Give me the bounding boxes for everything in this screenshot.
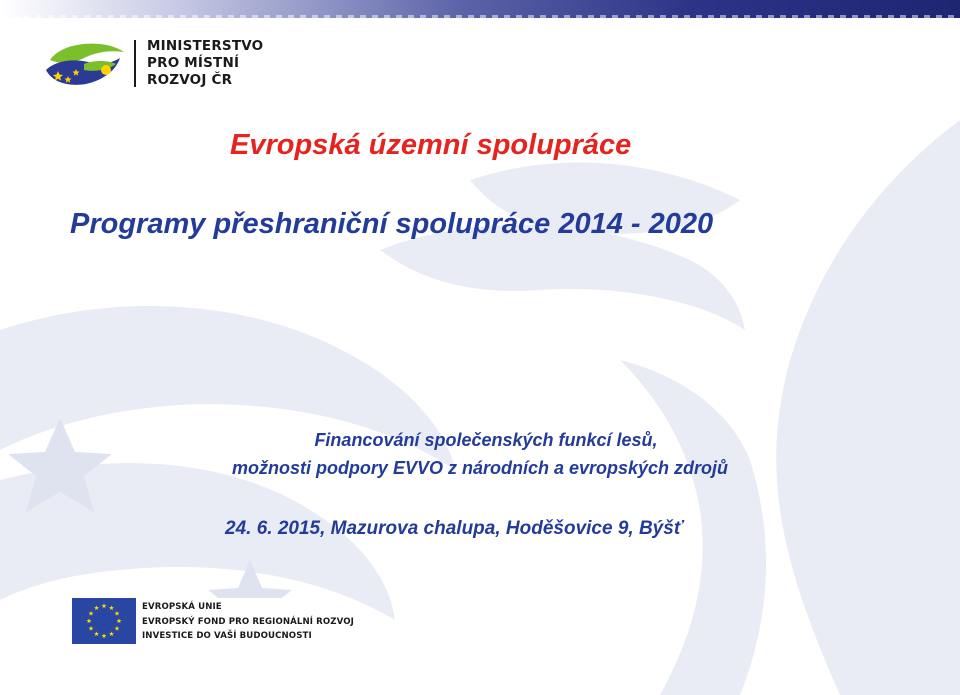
- logo-line: ROZVOJ ČR: [147, 72, 233, 88]
- eu-funding-logo: [72, 598, 354, 646]
- description-line-1: Financování společenských funkcí lesů,: [314, 430, 658, 450]
- event-date-location: 24. 6. 2015, Mazurova chalupa, Hoděšovice 9, Býšť: [225, 518, 683, 539]
- ministry-logo-text: [147, 38, 287, 89]
- eu-line: EVROPSKÝ FOND PRO REGIONÁLNÍ ROZVOJ: [142, 616, 354, 627]
- eu-line: EVROPSKÁ UNIE: [142, 602, 222, 612]
- eu-line: INVESTICE DO VAŠÍ BUDOUCNOSTI: [142, 631, 312, 641]
- slide-description: [0, 426, 960, 482]
- logo-divider: [134, 40, 136, 87]
- eu-logo-text: [142, 600, 354, 644]
- description-line-2: možnosti podpory EVVO z národních a evropských zdrojů: [231, 458, 729, 478]
- slide-subtitle: Programy přeshraniční spolupráce 2014 - 2020: [70, 208, 714, 240]
- slide-title: Evropská územní spolupráce: [230, 129, 632, 161]
- ministry-emblem-icon: [44, 40, 126, 86]
- logo-line: PRO MÍSTNÍ: [147, 55, 240, 71]
- logo-line: MINISTERSTVO: [147, 38, 264, 54]
- eu-flag-icon: [72, 598, 136, 644]
